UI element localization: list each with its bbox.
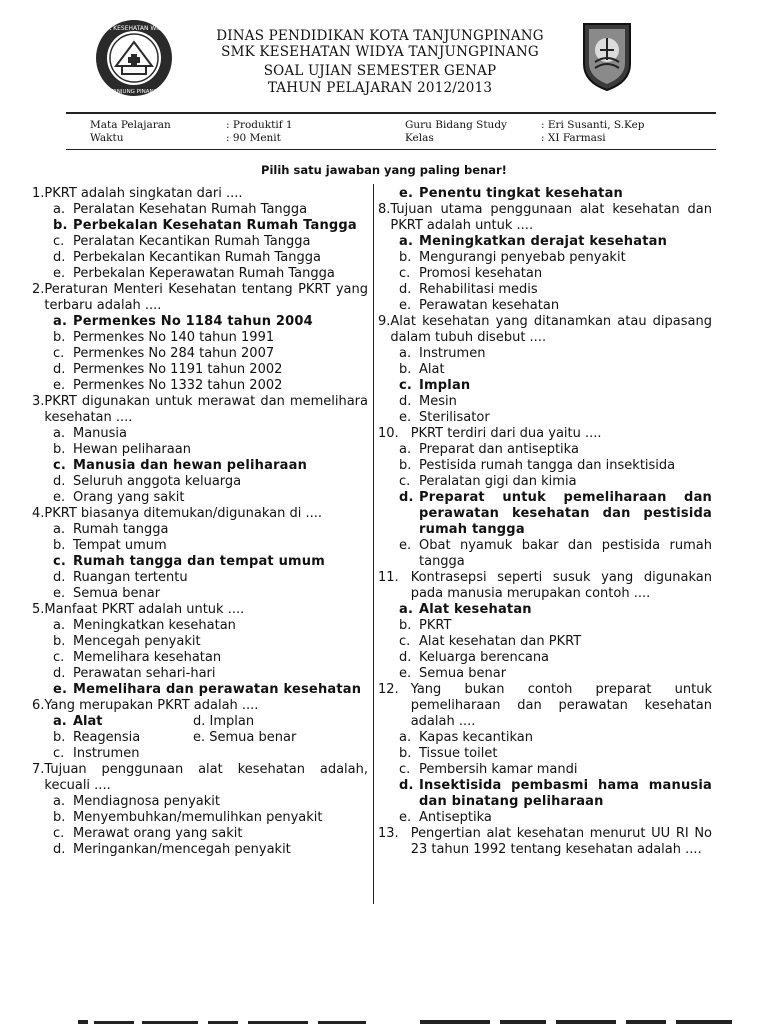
header-line-exam: SOAL UJIAN SEMESTER GENAP (263, 63, 497, 79)
option: b. Mencegah penyakit (53, 634, 201, 649)
school-seal-icon (94, 18, 174, 98)
option-answer: Alat (73, 714, 103, 729)
questions-right-column (378, 186, 712, 858)
option: b. Alat (399, 362, 445, 377)
option-answer: d. Insektisida pembasmi hama manusia dan binatang peliharaan (399, 778, 712, 809)
option-answer: c. Rumah tangga dan tempat umum (53, 554, 325, 569)
header-line-agency: DINAS PENDIDIKAN KOTA TANJUNGPINANG (216, 28, 544, 44)
option: e. Perbekalan Keperawatan Rumah Tangga (53, 266, 335, 281)
option: d. Rehabilitasi medis (399, 282, 538, 297)
question-9: 9. Alat kesehatan yang ditanamkan atau dipasang dalam tubuh disebut .... (378, 314, 712, 345)
next-page-fragment (72, 1014, 752, 1024)
header-rule (66, 112, 716, 114)
option: c. Alat kesehatan dan PKRT (399, 634, 582, 649)
option: b. Permenkes No 140 tahun 1991 (53, 330, 275, 345)
option-pair: a. Alat d. Implan (53, 714, 255, 729)
option: a. Instrumen (399, 346, 486, 361)
questions-left-column (32, 186, 368, 858)
info-class-value: : XI Farmasi (541, 132, 606, 144)
option: c. Permenkes No 284 tahun 2007 (53, 346, 275, 361)
option: c. Instrumen (53, 746, 140, 761)
option: d. Keluarga berencana (399, 650, 550, 665)
option: c. Promosi kesehatan (399, 266, 543, 281)
info-teacher-label: Guru Bidang Study (405, 119, 507, 131)
option: d. Mesin (399, 394, 457, 409)
option: b. Mengurangi penyebab penyakit (399, 250, 626, 265)
city-emblem-icon (580, 20, 634, 92)
option-answer: e. Memelihara dan perawatan kesehatan (53, 682, 362, 697)
question-8: 8. Tujuan utama penggunaan alat kesehatan dan PKRT adalah untuk .... (378, 202, 712, 233)
option-answer: c. Manusia dan hewan peliharaan (53, 458, 308, 473)
info-time-value: : 90 Menit (226, 132, 281, 144)
option: b. PKRT (399, 618, 452, 633)
option-answer: a. Alat kesehatan (399, 602, 532, 617)
header-line-school: SMK KESEHATAN WIDYA TANJUNGPINANG (221, 44, 539, 60)
question-4: 4. PKRT biasanya ditemukan/digunakan di .... (32, 506, 323, 521)
option: c. Pembersih kamar mandi (399, 762, 578, 777)
option: d. Meringankan/mencegah penyakit (53, 842, 291, 857)
question-2: 2. Peraturan Menteri Kesehatan tentang PKRT yang terbaru adalah .... (32, 282, 368, 313)
question-13: 13. Pengertian alat kesehatan menurut UU RI No 23 tahun 1992 tentang kesehatan adalah .... (378, 826, 712, 857)
option: b. Tissue toilet (399, 746, 498, 761)
option: c. Peralatan Kecantikan Rumah Tangga (53, 234, 311, 249)
option: d. Implan (193, 714, 255, 729)
option: d. Permenkes No 1191 tahun 2002 (53, 362, 283, 377)
option: e. Perawatan kesehatan (399, 298, 560, 313)
question-1: 1. PKRT adalah singkatan dari .... (32, 186, 243, 201)
option: a. Meningkatkan kesehatan (53, 618, 236, 633)
option-pair: b. Reagensia e. Semua benar (53, 730, 297, 745)
option: c. Peralatan gigi dan kimia (399, 474, 577, 489)
svg-text:SMK KESEHATAN WIDYA: SMK KESEHATAN WIDYA (98, 25, 170, 32)
option: Reagensia (73, 730, 141, 745)
instruction-text: Pilih satu jawaban yang paling benar! (261, 163, 507, 177)
info-teacher-value: : Eri Susanti, S.Kep (541, 119, 645, 131)
option: b. Menyembuhkan/memulihkan penyakit (53, 810, 323, 825)
option-answer: a. Permenkes No 1184 tahun 2004 (53, 314, 313, 329)
option: a. Mendiagnosa penyakit (53, 794, 220, 809)
option: e. Antiseptika (399, 810, 492, 825)
option: b. Pestisida rumah tangga dan insektisida (399, 458, 676, 473)
option: a. Peralatan Kesehatan Rumah Tangga (53, 202, 308, 217)
question-10: 10. PKRT terdiri dari dua yaitu .... (378, 426, 602, 441)
option: e. Semua benar (193, 730, 297, 745)
option-answer: a. Meningkatkan derajat kesehatan (399, 234, 668, 249)
info-subject-value: : Produktif 1 (226, 119, 293, 131)
option: b. Hewan peliharaan (53, 442, 191, 457)
document-header (0, 0, 768, 112)
column-divider (373, 184, 374, 904)
info-rule (66, 149, 716, 150)
question-11: 11. Kontrasepsi seperti susuk yang digunakan pada manusia merupakan contoh .... (378, 570, 712, 601)
option: a. Rumah tangga (53, 522, 169, 537)
info-time-label: Waktu (90, 132, 124, 144)
option: e. Orang yang sakit (53, 490, 185, 505)
header-line-year: TAHUN PELAJARAN 2012/2013 (267, 80, 493, 96)
option: e. Sterilisator (399, 410, 490, 425)
option: a. Preparat dan antiseptika (399, 442, 579, 457)
option: e. Obat nyamuk bakar dan pestisida rumah tangga (399, 538, 712, 569)
option: d. Seluruh anggota keluarga (53, 474, 242, 489)
option: e. Permenkes No 1332 tahun 2002 (53, 378, 283, 393)
option: d. Ruangan tertentu (53, 570, 188, 585)
question-7: 7. Tujuan penggunaan alat kesehatan adalah, kecuali .... (32, 762, 368, 793)
option: e. Semua benar (399, 666, 507, 681)
option: c. Memelihara kesehatan (53, 650, 222, 665)
option-answer: d. Preparat untuk pemeliharaan dan perawatan kesehatan dan pestisida rumah tangga (399, 490, 712, 537)
option: d. Perawatan sehari-hari (53, 666, 216, 681)
option: a. Manusia (53, 426, 128, 441)
option: c. Merawat orang yang sakit (53, 826, 243, 841)
option: e. Semua benar (53, 586, 161, 601)
question-5: 5. Manfaat PKRT adalah untuk .... (32, 602, 245, 617)
option-answer: e. Penentu tingkat kesehatan (399, 186, 623, 201)
info-subject-label: Mata Pelajaran (90, 119, 171, 131)
option-answer: b. Perbekalan Kesehatan Rumah Tangga (53, 218, 357, 233)
info-class-label: Kelas (405, 132, 434, 144)
option: a. Kapas kecantikan (399, 730, 534, 745)
option: d. Perbekalan Kecantikan Rumah Tangga (53, 250, 321, 265)
svg-text:TANJUNG PINANG: TANJUNG PINANG (110, 89, 158, 95)
question-3: 3. PKRT digunakan untuk merawat dan memelihara kesehatan .... (32, 394, 368, 425)
option-answer: c. Implan (399, 378, 471, 393)
option: b. Tempat umum (53, 538, 167, 553)
question-6: 6. Yang merupakan PKRT adalah .... (32, 698, 259, 713)
question-12: 12. Yang bukan contoh preparat untuk pemeliharaan dan perawatan kesehatan adalah .... (378, 682, 712, 729)
